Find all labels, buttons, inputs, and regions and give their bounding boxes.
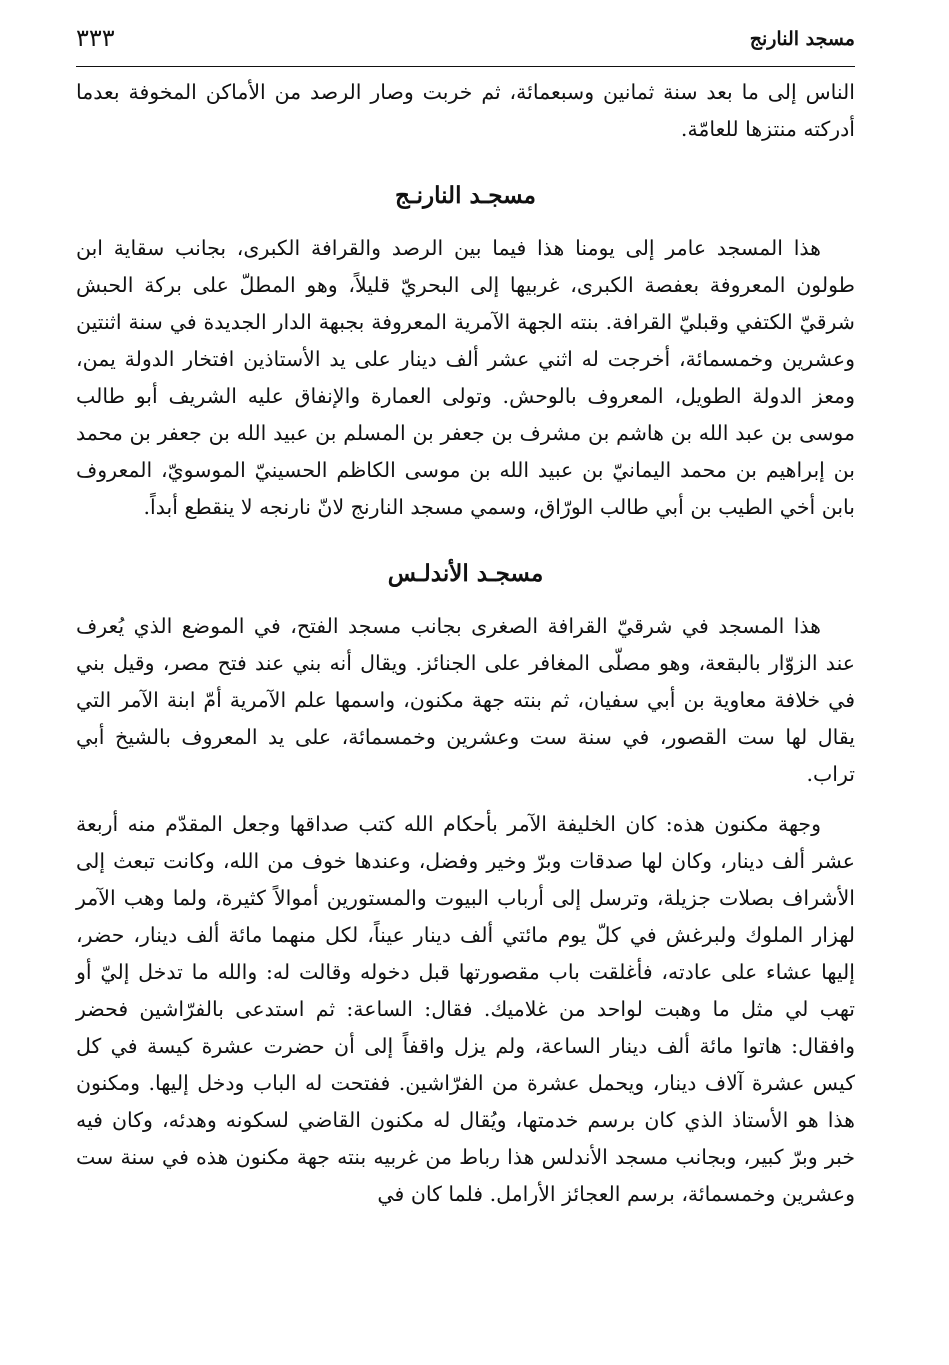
section-heading-narenj: مسجـد النارنـج [395,182,536,209]
page-header [76,22,855,67]
page-number: ٣٣٣ [76,24,115,52]
spacer [76,793,855,806]
page-body [76,74,855,1213]
spacer [76,594,855,608]
spacer [76,526,855,554]
section-heading-andalus: مسجـد الأندلـس [387,560,544,587]
spacer [76,216,855,230]
maknoun-paragraph: وجهة مكنون هذه: كان الخليفة الآمر بأحكام الله كتب صداقها وجعل المقدّم منه أربعة عشر ألف دينار، وكان لها صدقات وبرّ وخير وفضل، وعندها خوف من الله، وكانت تبعث إلى الأشراف بصلات جزيلة، وترسل إلى أرباب البيوت والمستورين أموالاً كثيرة، ولما وهب الآمر لهزار الملوك ولبرغش في كلّ يوم مائتي ألف دينار عيناً، لكل منهما مائة ألف دينار، حضر، إليها عشاء على عادته، فأغلقت باب مقصورتها قبل دخوله وقالت له: والله ما تدخل إليّ أو تهب لي مثل ما وهبت لواحد من غلاميك. فقال: الساعة: ثم استدعى بالفرّاشين فحضر وافقال: هاتوا مائة ألف دينار الساعة، ولم يزل واقفاً إلى أن حضرت عشرة كيسة في كل كيس عشرة آلاف دينار، ويحمل عشرة من الفرّاشين. ففتحت له الباب ودخل إليها. ومكنون هذا هو الأستاذ الذي كان برسم خدمتها، ويُقال له مكنون القاضي لسكونه وهدئه، وكان فيه خبر وبرّ كبير، وبجانب مسجد الأندلس هذا رباط من غربيه بنته جهة مكنون هذه في سنة ست وعشرين وخمسمائة، برسم العجائز الأرامل. فلما كان في [76,812,855,1206]
intro-paragraph: الناس إلى ما بعد سنة ثمانين وسبعمائة، ثم خربت وصار الرصد من الأماكن المخوفة بعدما أدركته منتزها للعامّة. [76,80,855,141]
andalus-paragraph: هذا المسجد في شرقيّ القرافة الصغرى بجانب مسجد الفتح، في الموضع الذي يُعرف عند الزوّار بالبقعة، وهو مصلّى المغافر على الجنائز. ويقال أنه بني عند فتح مصر، وقيل بني في خلافة معاوية بن أبي سفيان، ثم بنته جهة مكنون، واسمها علم الآمرية أمّ ابنة الآمر التي يقال لها ست القصور، في سنة ست وعشرين وخمسمائة، على يد المعروف بالشيخ أبي تراب. [76,614,855,786]
narenj-paragraph: هذا المسجد عامر إلى يومنا هذا فيما بين الرصد والقرافة الكبرى، بجانب سقاية ابن طولون المعروفة بعفصة الكبرى، غربيها إلى البحريّ قليلاً، وهو المطلّ على بركة الحبش شرقيّ الكتفي وقبليّ القرافة. بنته الجهة الآمرية المعروفة بجبهة الدار الجديدة في سنة اثنتين وعشرين وخمسمائة، أخرجت له اثني عشر ألف دينار على يد الأستاذين افتخار الدولة يمن، ومعز الدولة الطويل، المعروف بالوحش. وتولى العمارة والإنفاق عليه الشريف أبو طالب موسى بن عبد الله بن هاشم بن مشرف بن جعفر بن المسلم بن عبيد الله بن جعفر بن محمد بن إبراهيم بن محمد اليمانيّ بن عبيد الله بن موسى الكاظم الحسينيّ الموسويّ، المعروف بابن أخي الطيب بن أبي طالب الورّاق، وسمي مسجد النارنج لانّ نارنجه لا ينقطع أبداً. [76,236,855,519]
running-title: مسجد النارنج [749,28,855,50]
spacer [76,148,855,176]
